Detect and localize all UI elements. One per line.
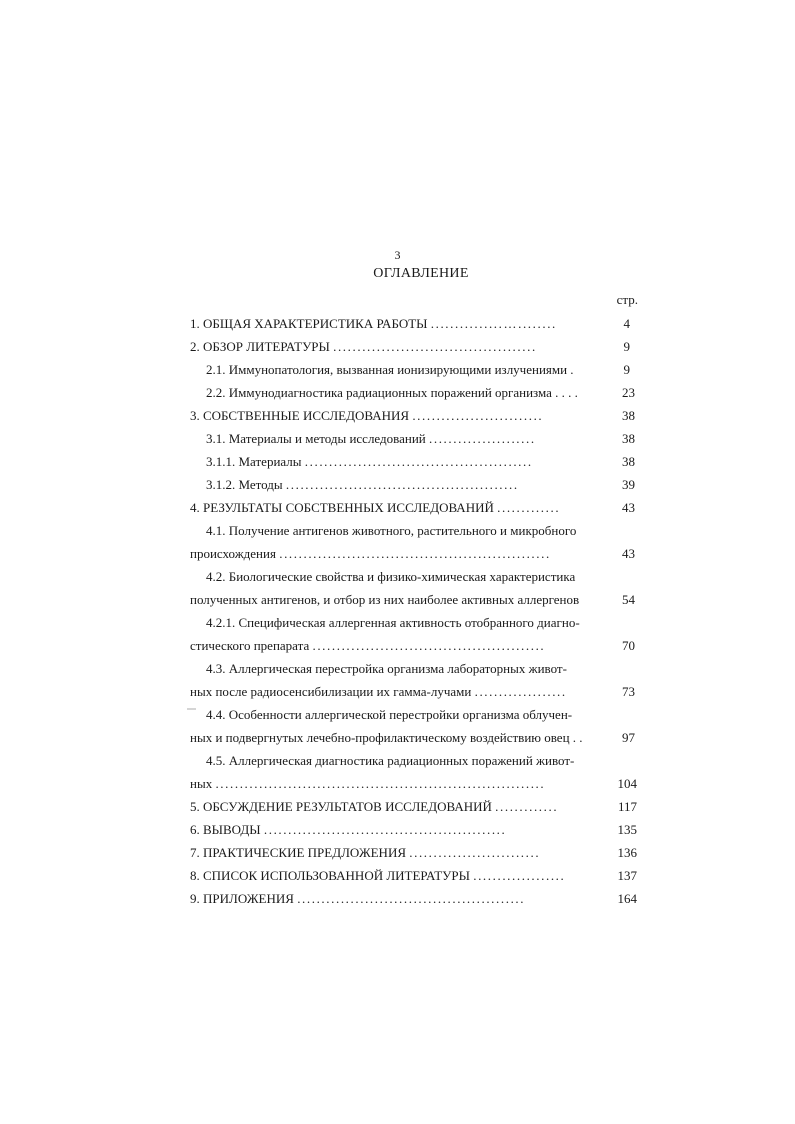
toc-entry-text: 9. ПРИЛОЖЕНИЯ — [190, 891, 294, 906]
toc-entry-page: 73 — [622, 684, 635, 699]
toc-entry-text: 1. ОБЩАЯ ХАРАКТЕРИСТИКА РАБОТЫ — [190, 316, 428, 331]
toc-entry-page: 38 — [622, 431, 635, 446]
toc-entry-text: 4.1. Получение антигенов животного, растительного и микробного — [206, 523, 577, 538]
scan-speck — [187, 708, 196, 710]
toc-entry-page: 9 — [623, 362, 630, 377]
toc-entry-page: 9 — [623, 339, 630, 354]
toc-entry-page: 38 — [622, 408, 635, 423]
toc-entry-text: 3.1.2. Методы — [206, 477, 283, 492]
toc-entry-text: 6. ВЫВОДЫ — [190, 822, 261, 837]
toc-entry-page: 136 — [617, 845, 637, 860]
toc-entry-leader: ............................................... — [304, 454, 533, 469]
page-number: 3 — [394, 248, 401, 262]
document-title: ОГЛАВЛЕНИЕ — [373, 266, 469, 281]
toc-entry-page: 104 — [617, 776, 637, 791]
toc-entry-text: происхождения — [190, 546, 276, 561]
toc-entry-page: 4 — [623, 316, 630, 331]
toc-entry-page: 135 — [617, 822, 637, 837]
toc-entry-leader: .................................................. — [263, 822, 507, 837]
toc-entry-page: 117 — [617, 799, 637, 814]
toc-entry-leader: .................................................................... — [215, 776, 546, 791]
toc-entry-leader: ............................................... — [297, 891, 526, 906]
toc-entry-page: 39 — [622, 477, 635, 492]
toc-entry-page: 97 — [622, 730, 635, 745]
toc-entry-leader: ................... — [473, 868, 566, 883]
toc-entry-leader: ............. — [497, 500, 561, 515]
toc-entry-text: ных после радиосенсибилизации их гамма-лучами — [190, 684, 472, 699]
toc-entry-text: 8. СПИСОК ИСПОЛЬЗОВАННОЙ ЛИТЕРАТУРЫ — [190, 868, 470, 883]
toc-entry-text: полученных антигенов, и отбор из них наиболее активных аллергенов — [190, 592, 580, 607]
toc-entry-page: 137 — [617, 868, 637, 883]
toc-entry-page: 164 — [617, 891, 637, 906]
toc-entry-leader: ...............…........ — [430, 316, 557, 331]
toc-entry-page: 43 — [622, 500, 635, 515]
toc-entry-text: 2. ОБЗОР ЛИТЕРАТУРЫ — [190, 339, 330, 354]
toc-entry-page: 23 — [622, 385, 635, 400]
toc-entry-text: ных и подвергнутых лечебно-профилактическому воздействию овец . . — [190, 730, 583, 745]
toc-entry-page: 38 — [622, 454, 635, 469]
toc-entry-page: 54 — [622, 592, 635, 607]
pages-column-caption: стр. — [616, 292, 638, 307]
toc-entry-text: 4. РЕЗУЛЬТАТЫ СОБСТВЕННЫХ ИССЛЕДОВАНИЙ — [190, 500, 494, 515]
toc-entry-text: 4.4. Особенности аллергической перестройки организма облучен- — [206, 707, 573, 722]
toc-entry-text: 7. ПРАКТИЧЕСКИЕ ПРЕДЛОЖЕНИЯ — [190, 845, 406, 860]
toc-entry-leader: ........................................................ — [279, 546, 551, 561]
toc-entry-text: 3. СОБСТВЕННЫЕ ИССЛЕДОВАНИЯ — [190, 408, 410, 423]
toc-entry-text: 2.2. Иммунодиагностика радиационных поражений организма . . . . — [206, 385, 578, 400]
toc-entry-text: 3.1. Материалы и методы исследований — [206, 431, 426, 446]
toc-entry-text: 3.1.1. Материалы — [206, 454, 302, 469]
toc-entry-page: 43 — [622, 546, 635, 561]
toc-entry-text: стического препарата — [190, 638, 310, 653]
toc-entry-text: 4.2. Биологические свойства и физико-химическая характеристика — [206, 569, 576, 584]
toc-entry-text: 2.1. Иммунопатология, вызванная ионизирующими излучениями . — [206, 362, 574, 377]
toc-entry-leader: ...................... — [429, 431, 536, 446]
toc-entry-text: 4.5. Аллергическая диагностика радиационных поражений живот- — [206, 753, 575, 768]
toc-entry-leader: ............. — [495, 799, 559, 814]
toc-entry-page: 70 — [622, 638, 635, 653]
toc-entry-leader: ........................... — [412, 408, 544, 423]
toc-entry-text: 4.3. Аллергическая перестройка организма лабораторных живот- — [206, 661, 567, 676]
toc-entry-leader: ................................................ — [312, 638, 546, 653]
toc-entry-text: 5. ОБСУЖДЕНИЕ РЕЗУЛЬТАТОВ ИССЛЕДОВАНИЙ — [190, 799, 492, 814]
toc-entry-leader: ................................................ — [285, 477, 519, 492]
toc-entry-leader: ................... — [474, 684, 567, 699]
toc-entry-text: ных — [190, 776, 213, 791]
toc-entry-leader: .......................................... — [333, 339, 537, 354]
toc-entry-leader: ........................... — [409, 845, 541, 860]
toc-entry-text: 4.2.1. Специфическая аллергенная активность отобранного диагно- — [206, 615, 580, 630]
